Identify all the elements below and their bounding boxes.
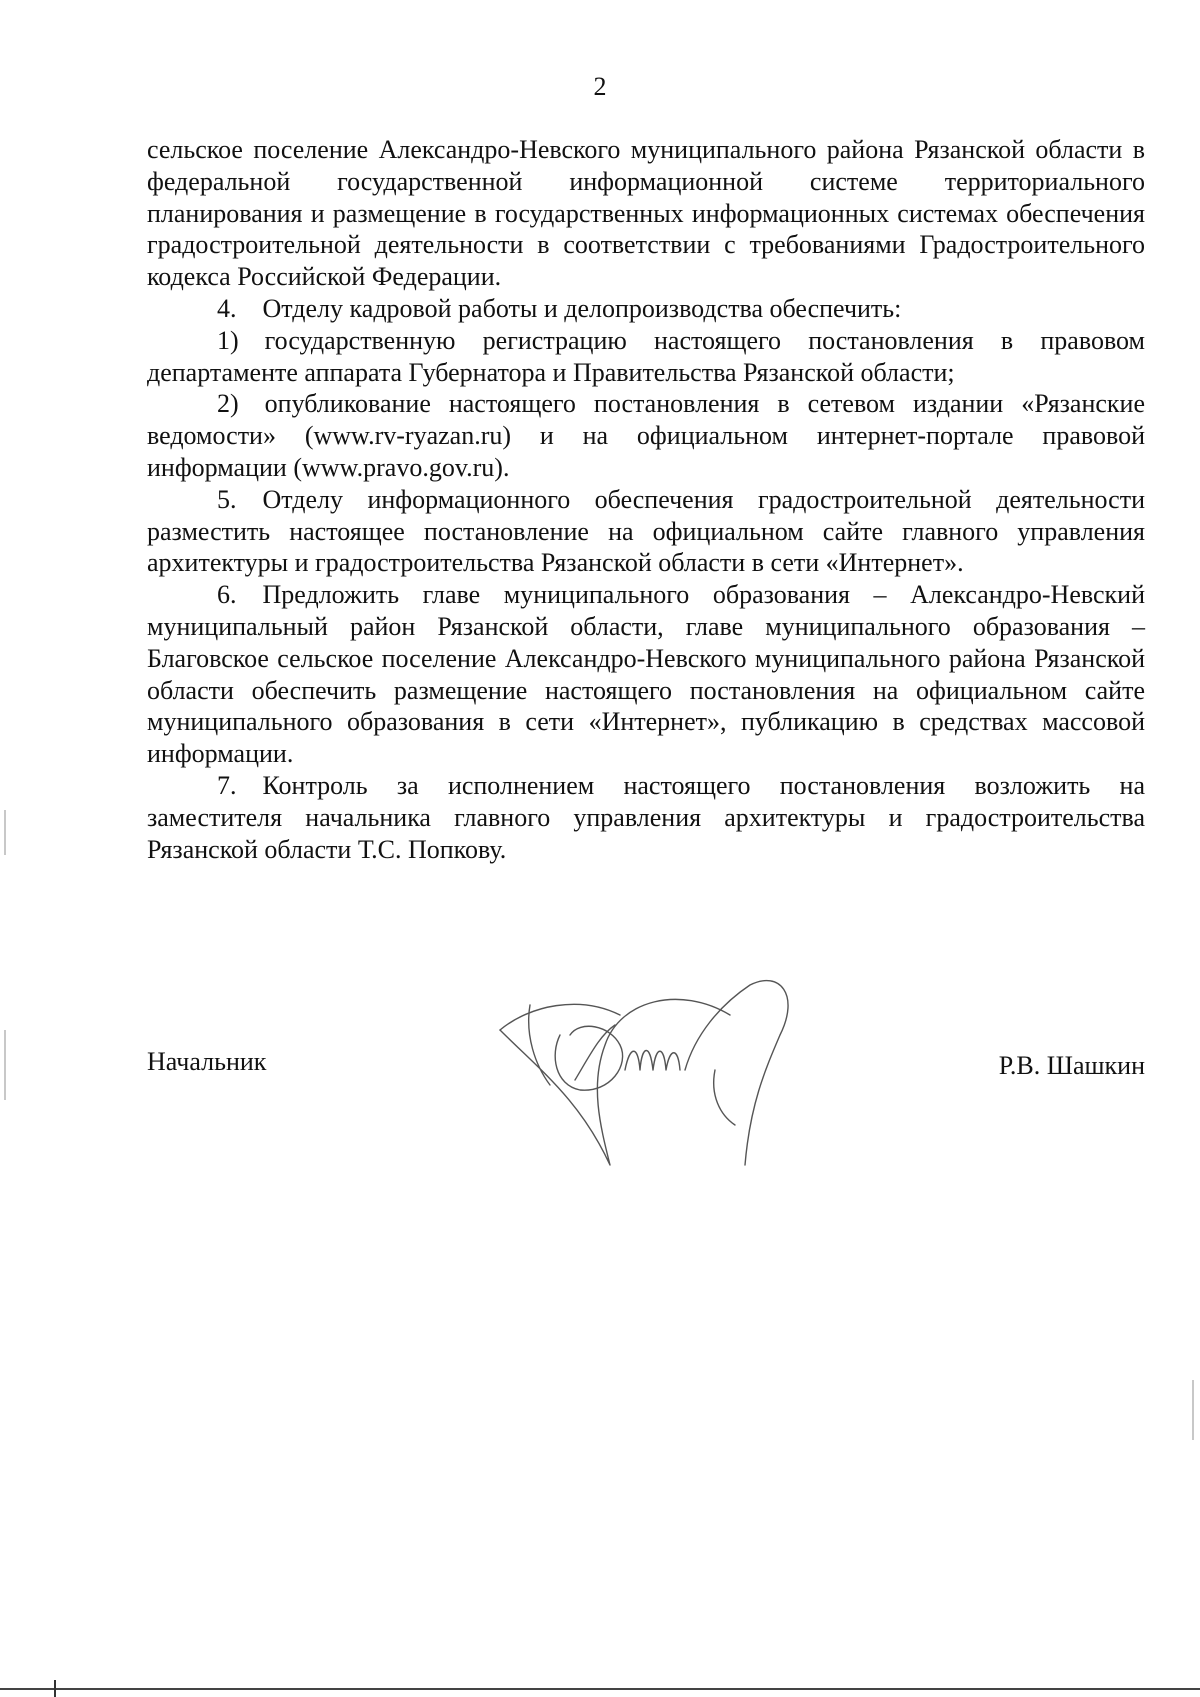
document-body xyxy=(147,134,1145,865)
scan-edge-mark xyxy=(4,1030,6,1100)
signatory-name: Р.В. Шашкин xyxy=(998,1051,1145,1080)
handwritten-signature xyxy=(480,975,860,1175)
scan-bottom-line xyxy=(0,1688,1200,1690)
body-paragraph: 2) опубликование настоящего постановления в сетевом издании «Рязанские ведомости» (www.rv-ryazan.ru) и на официальном интернет-портале правовой информации (www.pravo.gov.ru). xyxy=(147,389,1145,482)
scan-edge-mark xyxy=(4,810,6,855)
scan-bottom-tick xyxy=(54,1680,56,1697)
body-paragraph: 4. Отделу кадровой работы и делопроизводства обеспечить: xyxy=(217,293,902,323)
body-paragraph: 7. Контроль за исполнением настоящего постановления возложить на заместителя начальника главного управления архитектуры и градостроительства Рязанской области Т.С. Попкову. xyxy=(147,770,1145,864)
signatory-position: Начальник xyxy=(147,1047,267,1076)
body-paragraph: 1) государственную регистрацию настоящего постановления в правовом департаменте аппарата Губернатора и Правительства Рязанской области; xyxy=(147,325,1145,387)
scan-edge-mark xyxy=(1192,1380,1194,1440)
body-paragraph: 6. Предложить главе муниципального образования – Александро-Невский муниципальный район Рязанской области, главе муниципального образования – Благовское сельское поселение Александро-Невского муниципального района Рязанской области обеспечить размещение настоящего постановления на официальном сайте муниципального образования в сети «Интернет», публикацию в средствах массовой информации. xyxy=(147,580,1145,769)
body-paragraph: 5. Отделу информационного обеспечения градостроительной деятельности разместить настоящее постановление на официальном сайте главного управления архитектуры и градостроительства Рязанской области в сети «Интернет». xyxy=(147,484,1145,578)
body-paragraph: сельское поселение Александро-Невского муниципального района Рязанской области в федеральной государственной информационной системе территориального планирования и размещение в государственных информационных системах обеспечения градостроительной деятельности в соответствии с требованиями Градостроительного кодекса Российской Федерации. xyxy=(147,135,1145,292)
page-number: 2 xyxy=(593,72,607,101)
